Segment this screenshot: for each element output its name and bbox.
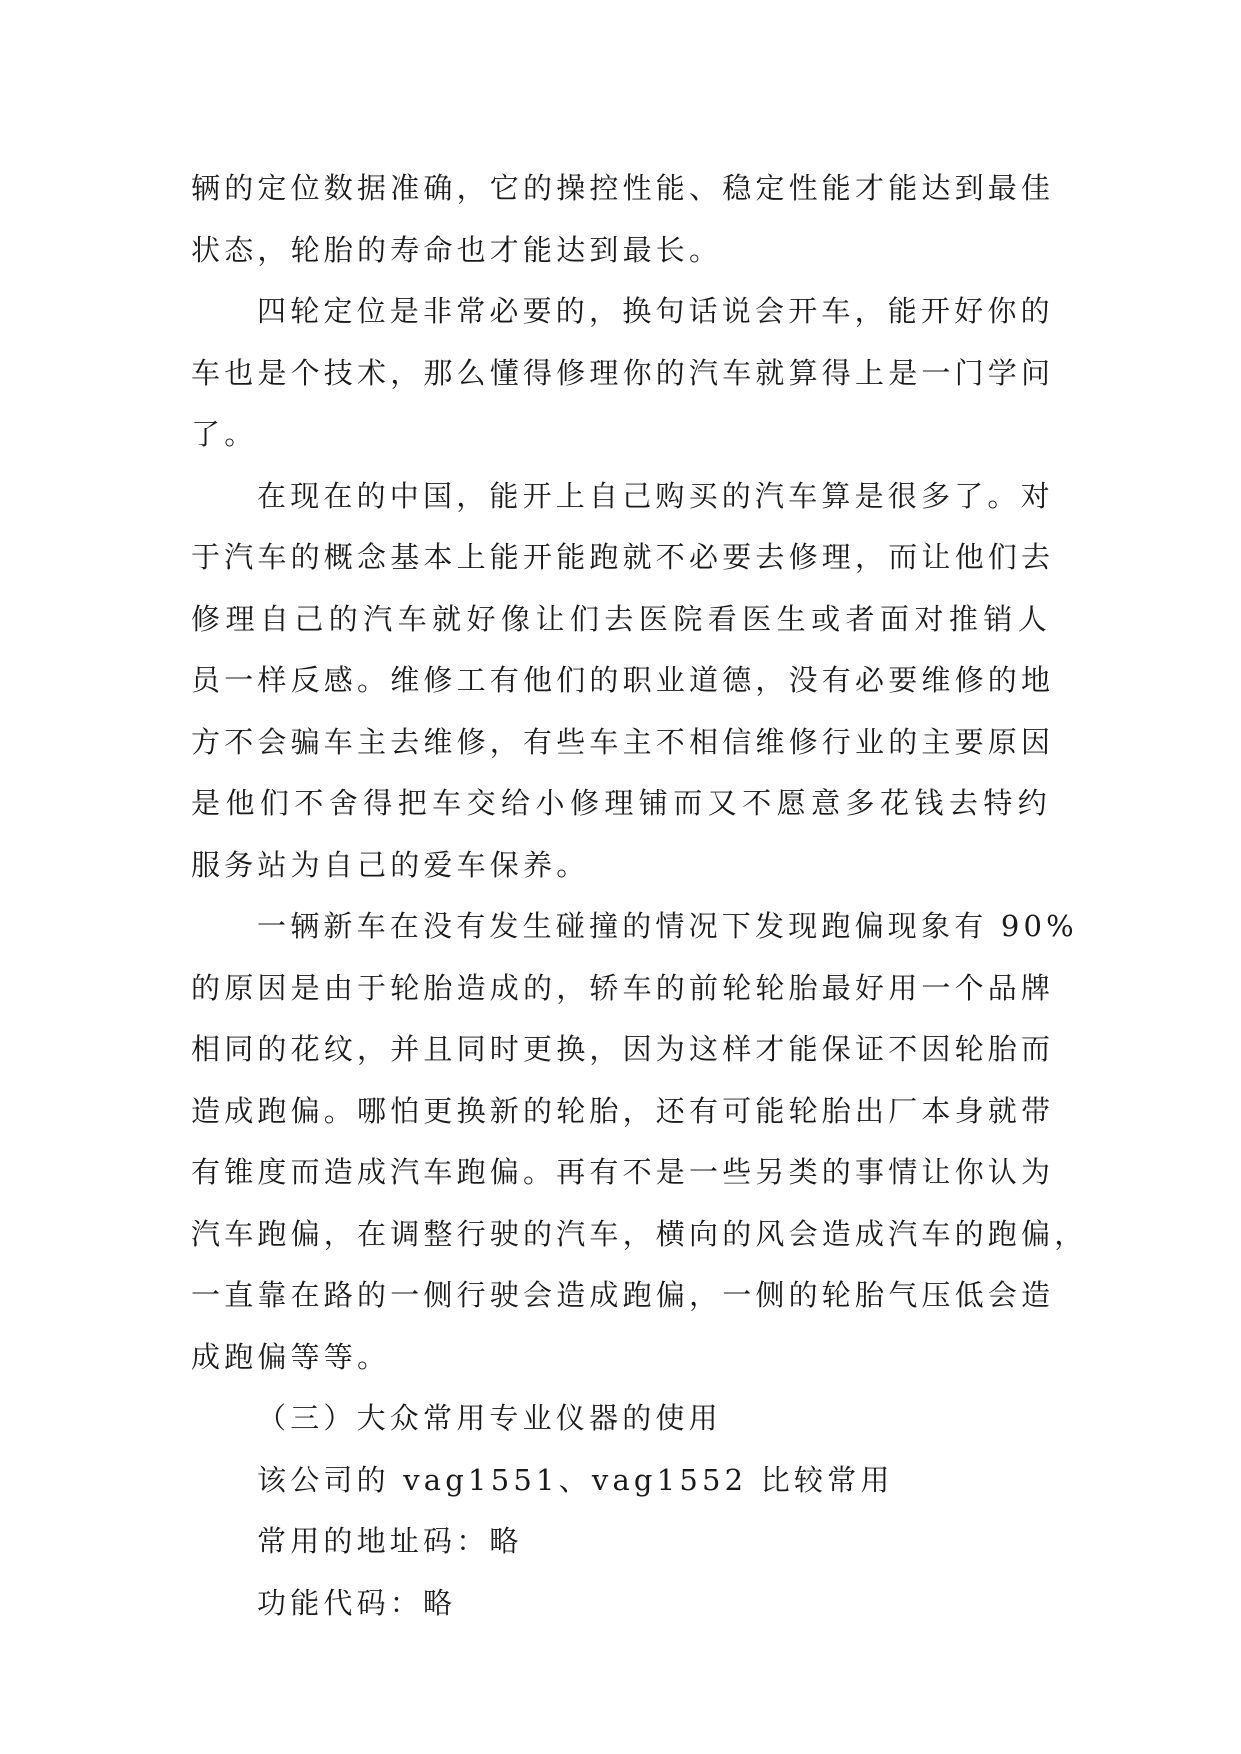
paragraph-wheel-alignment-intro: [191, 158, 1055, 281]
text-line: 四轮定位是非常必要的，换句话说会开车，能开好你的: [257, 294, 1054, 328]
paragraph-vehicle-pulling: [191, 896, 1088, 1388]
text-line: 辆的定位数据准确，它的操控性能、稳定性能才能达到最佳: [191, 171, 1055, 205]
text-line: 于汽车的概念基本上能开能跑就不必要去修理，而让他们去: [191, 540, 1055, 574]
text-line: 的原因是由于轮胎造成的，轿车的前轮轮胎最好用一个品牌: [191, 970, 1055, 1005]
paragraph-address-codes: [191, 1511, 1051, 1573]
text-line: 了。: [191, 417, 258, 451]
text-line: 车也是个技术，那么懂得修理你的汽车就算得上是一门学问: [191, 355, 1055, 390]
text-line: 修理自己的汽车就好像让们去医院看医生或者面对推销人: [191, 601, 1051, 636]
text-line: 常用的地址码：略: [257, 1524, 523, 1558]
paragraph-alignment-necessity: [191, 281, 1055, 466]
text-line: 方不会骗车主去维修，有些车主不相信维修行业的主要原因: [191, 724, 1055, 759]
text-line: 在现在的中国，能开上自己购买的汽车算是很多了。对: [257, 478, 1054, 513]
text-line: 该公司的 vag1551、vag1552 比较常用: [257, 1462, 894, 1497]
text-line: 状态，轮胎的寿命也才能达到最长。: [191, 232, 723, 267]
text-line: 造成跑偏。哪怕更换新的轮胎，还有可能轮胎出厂本身就带: [191, 1093, 1055, 1128]
text-line: 一辆新车在没有发生碰撞的情况下发现跑偏现象有 90%: [257, 909, 1078, 943]
section-heading: [191, 1388, 1051, 1450]
text-line: 服务站为自己的爱车保养。: [191, 847, 590, 882]
text-line: 相同的花纹，并且同时更换，因为这样才能保证不因轮胎而: [191, 1032, 1055, 1066]
document-page: [191, 158, 1088, 1634]
text-line: 成跑偏等等。: [191, 1339, 391, 1374]
heading-line: （三）大众常用专业仪器的使用: [257, 1401, 722, 1435]
text-line: 有锥度而造成汽车跑偏。再有不是一些另类的事情让你认为: [191, 1155, 1055, 1189]
text-line: 汽车跑偏，在调整行驶的汽车，横向的风会造成汽车的跑偏，: [191, 1216, 1088, 1251]
paragraph-car-ownership-china: [191, 466, 1055, 897]
text-line: 一直靠在路的一侧行驶会造成跑偏，一侧的轮胎气压低会造: [191, 1278, 1055, 1312]
text-line: 是他们不舍得把车交给小修理铺而又不愿意多花钱去特约: [191, 786, 1051, 820]
text-line: 功能代码：略: [257, 1585, 457, 1620]
paragraph-function-codes: [191, 1573, 1051, 1635]
text-line: 员一样反感。维修工有他们的职业道德，没有必要维修的地: [191, 663, 1055, 697]
paragraph-instruments: [191, 1450, 1051, 1512]
